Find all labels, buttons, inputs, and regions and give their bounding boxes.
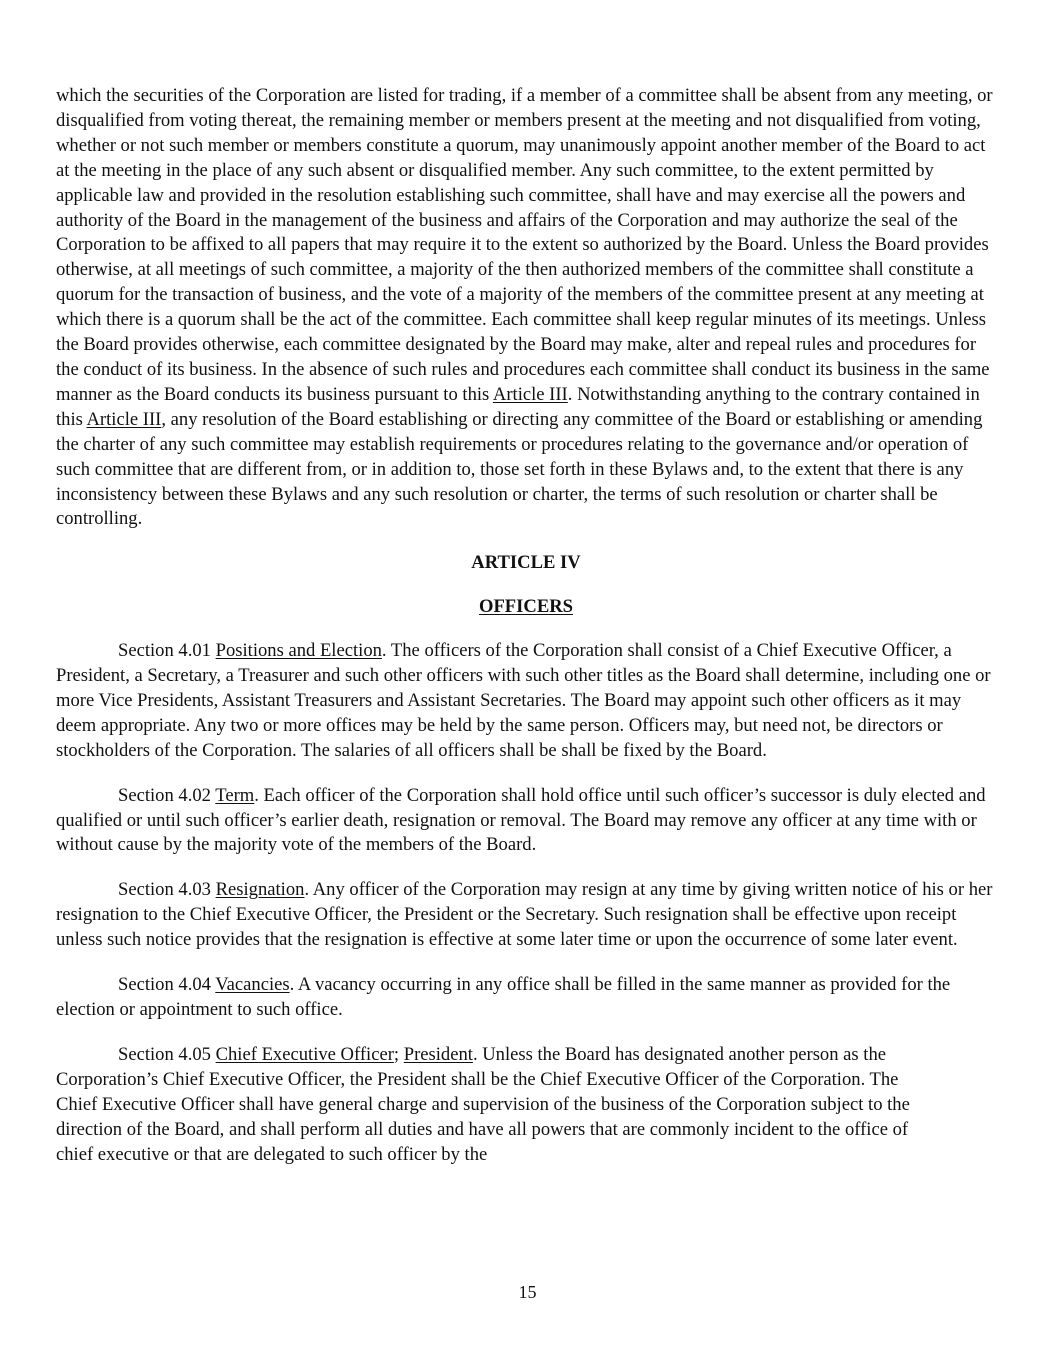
section-heading: Term [215,784,255,806]
section-4-03-paragraph [56,878,996,953]
section-text: . Unless the Board has designated another person as the Corporation’s Chief Executive Officer, the President shall be the Chief Executive Officer of the Corporation. The Chief Executive Officer shall have general charge and supervision of the business of the Corporation subject to the direction of the Board, and shall perform all duties and have all powers that are commonly incident to the office of chief executive or that are delegated to such officer by the [56,1043,910,1165]
section-4-01-paragraph [56,639,996,764]
page-number: 15 [518,1282,537,1302]
section-heading: Chief Executive Officer [215,1043,394,1065]
section-label: Section 4.04 [118,974,216,996]
section-heading: Positions and Election [215,640,382,662]
section-heading-secondary: President [403,1043,473,1065]
continuation-text-1: which the securities of the Corporation are listed for trading, if a member of a committee shall be absent from any meeting, or disqualified from voting thereat, the remaining member or members present at the meeting and not disqualified from voting, whether or not such member or members constitute a quorum, may unanimously appoint another member of the Board to act at the meeting in the place of any such absent or disqualified member. Any such committee, to the extent permitted by applicable law and provided in the resolution establishing such committee, shall have and may exercise all the powers and authority of the Board in the management of the business and affairs of the Corporation and may authorize the seal of the Corporation to be affixed to all papers that may require it to the extent so authorized by the Board. Unless the Board provides otherwise, at all meetings of such committee, a majority of the then authorized members of the committee shall constitute a quorum for the transaction of business, and the vote of a majority of the members of the committee present at any meeting at which there is a quorum shall be the act of the committee. Each committee shall keep regular minutes of its meetings. Unless the Board provides otherwise, each committee designated by the Board may make, alter and repeal rules and procedures for the conduct of its business. In the absence of such rules and procedures each committee shall conduct its business in the same manner as the Board conducts its business pursuant to this [56,85,993,405]
continuation-paragraph [56,84,996,532]
article-iii-reference-2: Article III [86,408,162,430]
article-number-heading: ARTICLE IV [471,552,581,574]
section-4-02-paragraph [56,784,996,859]
article-iii-reference-1: Article III [492,383,568,405]
section-text: . Each officer of the Corporation shall hold office until such officer’s successor is duly elected and qualified or until such officer’s earlier death, resignation or removal. The Board may remove any officer at any time with or without cause by the majority vote of the members of the Board. [56,784,986,856]
section-heading-separator: ; [393,1043,404,1065]
section-heading: Vacancies [215,974,290,996]
continuation-text-3: , any resolution of the Board establishing or directing any committee of the Board or establishing or amending the charter of any such committee may establish requirements or procedures relating to the governance and/or operation of such committee that are different from, or in addition to, those set forth in these Bylaws and, to the extent that there is any inconsistency between these Bylaws and any such resolution or charter, the terms of such resolution or charter shall be controlling. [56,408,983,530]
section-4-04-paragraph [56,973,996,1023]
section-4-05-paragraph [56,1043,936,1168]
continuation-text-2: . Notwithstanding anything to the contrary contained in this [56,383,980,430]
article-title-heading: OFFICERS [478,596,573,618]
section-text: . A vacancy occurring in any office shall be filled in the same manner as provided for the election or appointment to such office. [56,974,951,1020]
section-label: Section 4.02 [118,784,216,806]
document-page [56,84,996,1167]
section-text: . The officers of the Corporation shall consist of a Chief Executive Officer, a President, a Secretary, a Treasurer and such other officers with such other titles as the Board shall determine, including one or more Vice Presidents, Assistant Treasurers and Assistant Secretaries. The Board may appoint such other officers as it may deem appropriate. Any two or more offices may be held by the same person. Officers may, but need not, be directors or stockholders of the Corporation. The salaries of all officers shall be shall be fixed by the Board. [56,640,991,761]
section-heading: Resignation [215,879,305,901]
section-text: . Any officer of the Corporation may resign at any time by giving written notice of his or her resignation to the Chief Executive Officer, the President or the Secretary. Such resignation shall be effective upon receipt unless such notice provides that the resignation is effective at some later time or upon the occurrence of some later event. [56,879,993,951]
section-label: Section 4.05 [118,1043,216,1065]
section-label: Section 4.01 [118,640,216,662]
section-label: Section 4.03 [118,879,216,901]
